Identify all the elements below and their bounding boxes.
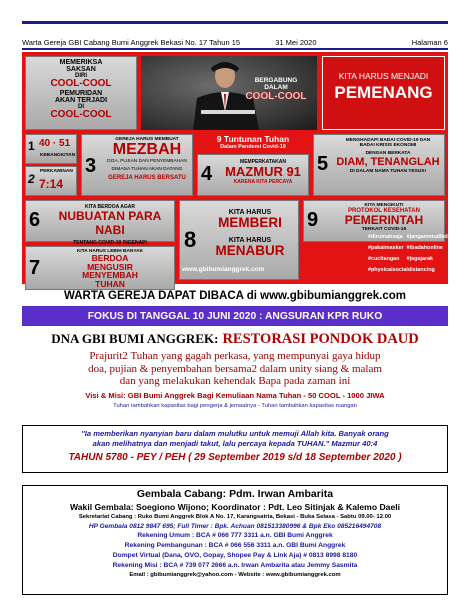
nine-title: 9 Tuntunan Tuhan — [216, 134, 290, 144]
point-8-line1: KITA HARUS — [228, 209, 272, 216]
dna-line1: Prajurit2 Tuhan yang gagah perkasa, yang mempunyai gaya hidup — [89, 350, 381, 362]
join-cool: COOL-COOL — [245, 90, 307, 102]
quote-line2: akan melihatnya dan menjadi takut, lalu percaya kepada TUHAN." Mazmur 40:4 — [92, 439, 378, 448]
hashtag: #jagajarak — [406, 256, 434, 262]
point-3-bottom: GEREJA HARUS BERSATU — [108, 174, 186, 181]
header-rule-top — [22, 21, 448, 24]
point-1-box — [25, 134, 77, 164]
virtual-wallet: Dompet Virtual (Dana, OVO, Gopay, Shopee Pay & Link Aja) # 0813 8998 8180 — [112, 552, 358, 559]
point-6-number: 6 — [29, 209, 41, 231]
cool-box-cool1: COOL-COOL — [50, 78, 112, 89]
point-9-sub: TERKAIT COVID-19 — [361, 227, 407, 233]
point-8-title2: MENABUR — [215, 242, 285, 258]
hashtag: #jangammudikdulu — [406, 234, 456, 240]
church-info-box — [22, 485, 448, 595]
email-website: Email : gbibumianggrek@yahoo.com - Website : www.gbibumianggrek.com — [129, 572, 341, 578]
hashtag: #cucitangan — [368, 256, 400, 262]
point-1-sub: KEBANGKITAN — [40, 153, 76, 158]
point-9-title: PEMERINTAH — [344, 213, 424, 228]
quote-line1: "Ia memberikan nyanyian baru dalam mulutku untuk memuji Allah kita. Banyak orang — [81, 429, 389, 438]
point-3-number: 3 — [85, 155, 97, 177]
nine-subtitle: Dalam Pandemi Covid-19 — [220, 144, 286, 150]
dna-label: DNA GBI BUMI ANGGREK: — [51, 331, 219, 346]
point-8-line2: KITA HARUS — [228, 236, 272, 244]
point-7-top: KITA HARUS LEBIH BANYAK — [76, 249, 144, 254]
point-7-box — [25, 246, 175, 290]
point-8-title1: MEMBERI — [218, 215, 282, 230]
capacity-prayer: Tuhan tambahkan kapasitas bagi pengerja & jemaatnya - Tuhan tambahkan kapasitas ruangan — [113, 402, 357, 409]
dna-line3: dan yang melakukan kehendak Bapa pada zaman ini — [119, 375, 351, 387]
account-mission: Rekening Misi : BCA # 739 077 2666 a.n. Irwan Ambarita atau Jemmy Sasmita — [112, 562, 358, 569]
point-2-box — [25, 166, 77, 196]
pastor-photo-panel — [141, 56, 317, 130]
point-6-title: NUBUATAN PARA NABI — [58, 209, 162, 237]
point-7-title2: MENGUSIR — [87, 261, 133, 272]
cool-box-line5: AKAN TERJADI — [54, 96, 108, 104]
point-1-number: 1 — [28, 139, 35, 153]
dna-section — [22, 330, 448, 410]
warta-online-notice: WARTA GEREJA DAPAT DIBACA di www.gbibumianggrek.com — [63, 290, 407, 302]
point-2-time: 7:14 — [39, 177, 64, 191]
header-date: 31 Mei 2020 — [275, 37, 317, 47]
nine-guidance-title — [197, 134, 309, 152]
hashtag: #ibadahonline — [406, 245, 443, 251]
join-cool-text — [241, 78, 311, 102]
point-3-sub1: DOA, PUJIAN DAN PENYEMBAHAN — [107, 158, 187, 164]
point-4-number: 4 — [201, 163, 213, 185]
point-5-sub: DI DALAM NAMA TUHAN YESUS! — [349, 168, 427, 174]
hashtag: #dirumahsaja — [368, 234, 403, 240]
assistant-pastor: Wakil Gembala: Soegiono Wijono; Koordinator : Pdt. Leo Sitinjak & Kalemo Daeli — [69, 502, 401, 512]
cool-box-line6: DI — [78, 103, 84, 110]
poster-website: www.gbibumianggrek.com — [182, 266, 265, 273]
header-title: Warta Gereja GBI Cabang Bumi Anggrek Bekasi No. 17 Tahun 15 — [22, 37, 241, 47]
point-3-title: MEZBAH — [112, 141, 182, 159]
winner-box — [322, 56, 445, 130]
secretariat-info: Sekretariat Cabang : Ruko Bumi Anggrek Blok A No. 17, Karangsatria, Bekasi - Buka Selasa - Sabtu 09.00- 12.00 — [78, 514, 392, 520]
cool-box-line1: MEMERIKSA — [59, 59, 103, 66]
point-9-number: 9 — [307, 209, 319, 231]
header-page: Halaman 6 — [411, 37, 448, 47]
point-6-sub: TENTANG COVID-19 DIGENAPI — [73, 239, 147, 246]
point-4-title: MAZMUR 91 — [225, 164, 301, 179]
point-3-sub2: DIMANA TUHAN AKAN DATANG — [111, 166, 183, 172]
account-building: Rekening Pembangunan : BCA # 066 556 3311 a.n. GBI Bumi Anggrek — [124, 542, 346, 549]
page-header — [22, 36, 448, 48]
pastor-name: Gembala Cabang: Pdm. Irwan Ambarita — [136, 488, 334, 500]
join-line1: BERGABUNG — [254, 77, 298, 84]
cool-box-cool2: COOL-COOL — [50, 108, 112, 120]
point-3-box — [81, 134, 193, 196]
winner-title: PEMENANG — [334, 83, 433, 102]
hebrew-year: TAHUN 5780 - PEY / PEH ( 29 September 2019 s/d 18 September 2020 ) — [68, 452, 402, 463]
point-2-number: 2 — [28, 172, 35, 186]
focus-banner: FOKUS DI TANGGAL 10 JUNI 2020 : ANGSURAN KPR RUKO — [22, 306, 448, 326]
point-5-number: 5 — [317, 153, 329, 175]
point-9-top2: PROTOKOL KESEHATAN — [348, 208, 420, 215]
point-6-box — [25, 200, 175, 246]
hashtag-list — [368, 234, 456, 278]
point-3-top: GEREJA HARUS MEMBUAT — [115, 137, 179, 142]
point-5-box — [313, 134, 445, 196]
point-4-sub: KARENA KITA PERCAYA — [233, 179, 293, 186]
cool-box-line2: SAKSAN — [66, 66, 96, 73]
point-6-top: KITA BERDOA AGAR — [85, 204, 135, 210]
point-4-top: MEMPERKATAKAN — [240, 159, 286, 165]
contact-phones: HP Gembala 0812 9847 695; Full Timer : Bpk. Achuan 081513380996 & Bpk Eko 085216494708 — [88, 523, 382, 530]
cool-box-line4: PEMURIDAN — [59, 89, 103, 97]
join-line2: DALAM — [264, 83, 288, 91]
point-7-number: 7 — [29, 257, 41, 279]
visi-misi: Visi & Misi: GBI Bumi Anggrek Bagi Kemuliaan Nama Tuhan - 50 COOL - 1000 JIWA — [85, 390, 385, 400]
dna-title: RESTORASI PONDOK DAUD — [222, 331, 419, 347]
hashtag: #physicalsocialdistancing — [368, 267, 435, 273]
point-5-title: DIAM, TENANGLAH — [336, 156, 440, 169]
cool-box-line3: DIRI — [75, 73, 87, 79]
hashtag: #pakaimasker — [368, 245, 404, 251]
point-1-dates: 40 · 51 — [39, 138, 71, 149]
scripture-quote-box — [22, 425, 448, 473]
winner-line1: KITA HARUS MENJADI — [338, 71, 429, 81]
header-rule-bottom — [22, 48, 448, 50]
point-7-title3: MENYEMBAH — [82, 270, 138, 281]
point-8-number: 8 — [184, 227, 197, 252]
point-4-box — [197, 154, 309, 196]
point-9-top: KITA MENGIKUTI — [364, 203, 404, 208]
poster-cool-box — [25, 56, 137, 130]
point-5-top2: BADAI KRISIS EKONOMI — [359, 143, 417, 149]
point-7-title: BERDOA — [91, 253, 129, 264]
point-7-title4: TUHAN — [95, 278, 125, 289]
account-general: Rekening Umum : BCA # 066 777 3311 a.n. GBI Bumi Anggrek — [137, 532, 333, 539]
dna-line2: doa, pujian & penyembahan bersama2 dalam unity siang & malam — [88, 362, 382, 375]
point-5-top3: DENGAN BERKATA — [365, 151, 411, 157]
point-5-top1: MENGHADAPI BADAI COVID-19 DAN — [345, 138, 431, 143]
point-2-sub: PERKAWINAN — [40, 169, 73, 174]
